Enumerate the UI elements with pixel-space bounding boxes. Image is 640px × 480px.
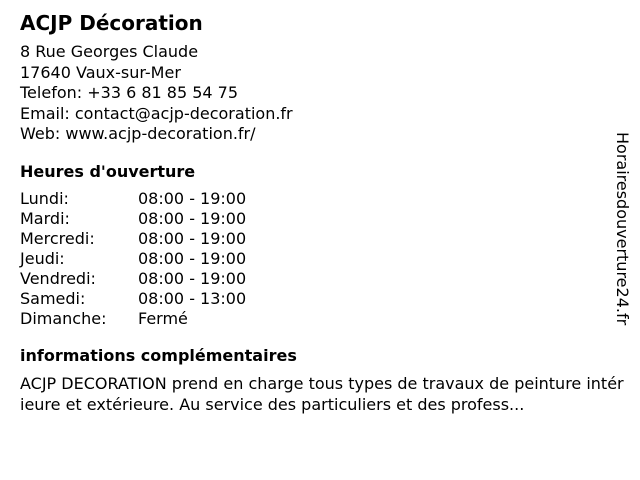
address-city: 17640 Vaux-sur-Mer — [20, 62, 181, 82]
email-line[interactable]: Email: contact@acjp-decoration.fr — [20, 103, 293, 123]
additional-info-text: ACJP DECORATION prend en charge tous types de travaux de peinture intérieure et extérieure. Au service des particuliers et des profess... — [20, 373, 624, 414]
hours-day-label: Vendredi: — [20, 268, 96, 288]
opening-hours-heading: Heures d'ouverture — [20, 161, 196, 181]
opening-hours-table — [20, 189, 620, 329]
hours-day-label: Jeudi: — [20, 248, 65, 268]
hours-row-monday — [20, 189, 620, 209]
hours-row-tuesday — [20, 209, 620, 229]
address-street: 8 Rue Georges Claude — [20, 42, 199, 61]
side-brand-text: Horairesdouverture24.fr — [613, 132, 632, 326]
hours-row-friday — [20, 269, 620, 289]
additional-info-heading: informations complémentaires — [20, 345, 297, 365]
hours-row-saturday — [20, 289, 620, 309]
hours-time-value: 08:00 - 19:00 — [138, 188, 247, 208]
hours-time-value: 08:00 - 19:00 — [138, 208, 247, 228]
hours-day-label: Lundi: — [20, 188, 69, 208]
hours-day-label: Mercredi: — [20, 228, 95, 248]
hours-row-wednesday — [20, 229, 620, 249]
hours-time-value: 08:00 - 13:00 — [138, 288, 247, 308]
hours-time-value: 08:00 - 19:00 — [138, 248, 247, 268]
hours-day-label: Mardi: — [20, 208, 70, 228]
business-name: ACJP Décoration — [20, 11, 203, 35]
hours-row-thursday — [20, 249, 620, 269]
hours-row-sunday — [20, 309, 620, 329]
contact-block — [20, 42, 620, 145]
hours-day-label: Dimanche: — [20, 308, 107, 328]
phone-line[interactable]: Telefon: +33 6 81 85 54 75 — [20, 83, 239, 102]
hours-time-value: Fermé — [138, 308, 188, 328]
website-line[interactable]: Web: www.acjp-decoration.fr/ — [20, 124, 256, 143]
hours-time-value: 08:00 - 19:00 — [138, 228, 247, 248]
hours-day-label: Samedi: — [20, 288, 86, 308]
hours-time-value: 08:00 - 19:00 — [138, 268, 247, 288]
